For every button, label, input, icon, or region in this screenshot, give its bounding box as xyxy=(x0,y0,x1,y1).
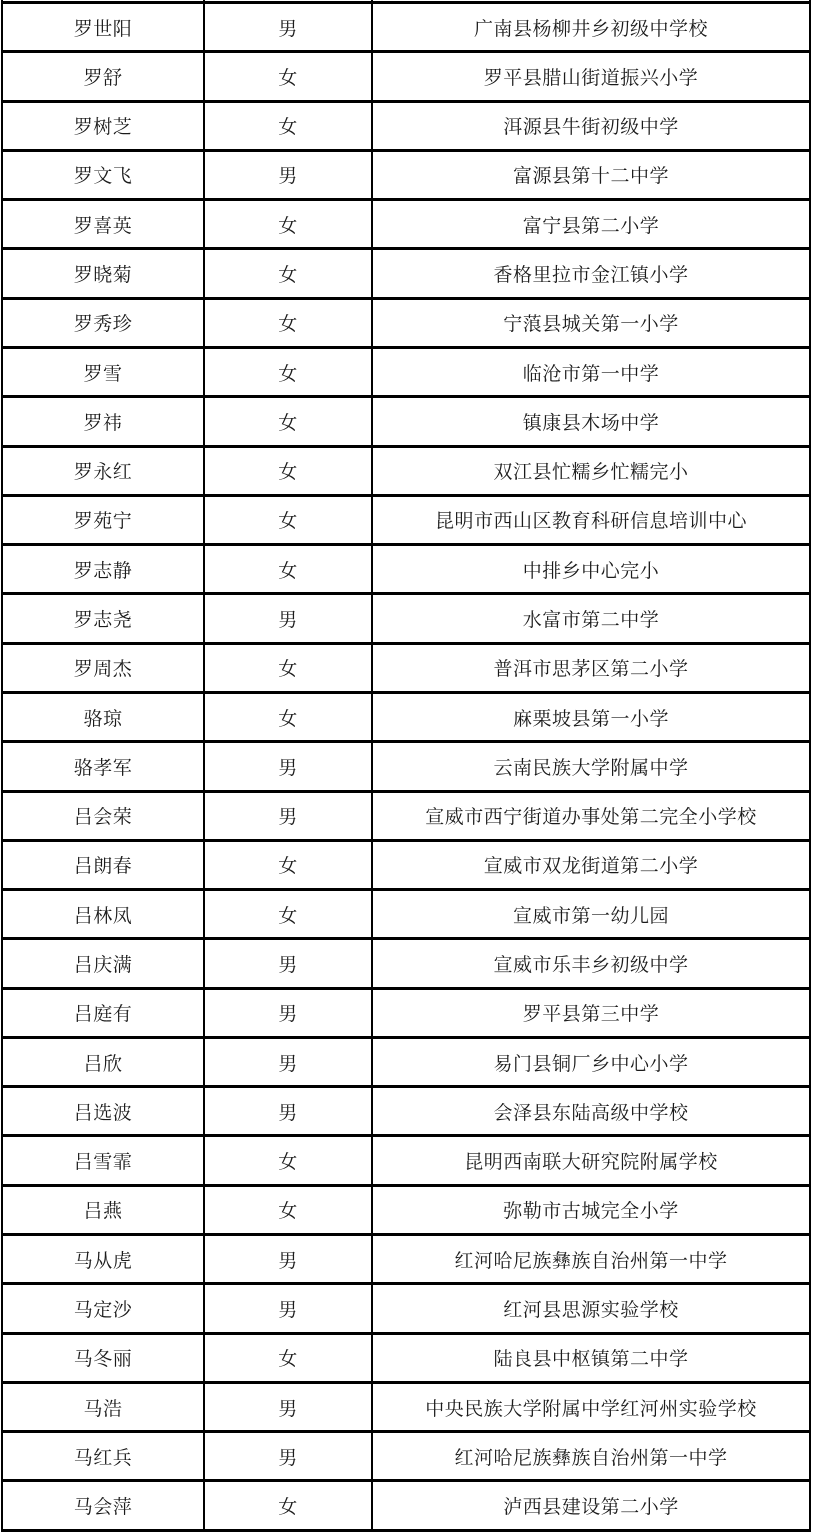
name-cell: 吕庆满 xyxy=(2,939,204,988)
gender-cell: 男 xyxy=(204,150,372,199)
table-row xyxy=(2,1037,810,1086)
table-row xyxy=(2,3,810,52)
gender-cell: 女 xyxy=(204,1185,372,1234)
table-row xyxy=(2,298,810,347)
school-cell: 红河哈尼族彝族自治州第一中学 xyxy=(372,1235,810,1284)
school-cell: 洱源县牛街初级中学 xyxy=(372,101,810,150)
table-row xyxy=(2,1432,810,1481)
name-cell: 吕朗春 xyxy=(2,840,204,889)
table-row xyxy=(2,52,810,101)
table-row xyxy=(2,742,810,791)
table-row xyxy=(2,200,810,249)
school-cell: 麻栗坡县第一小学 xyxy=(372,692,810,741)
gender-cell: 男 xyxy=(204,939,372,988)
name-cell: 马定沙 xyxy=(2,1284,204,1333)
table-row xyxy=(2,446,810,495)
school-cell: 泸西县建设第二小学 xyxy=(372,1481,810,1531)
table-row xyxy=(2,791,810,840)
table-row xyxy=(2,692,810,741)
name-cell: 吕会荣 xyxy=(2,791,204,840)
gender-cell: 女 xyxy=(204,692,372,741)
gender-cell: 男 xyxy=(204,988,372,1037)
name-cell: 罗雪 xyxy=(2,347,204,396)
gender-cell: 男 xyxy=(204,1235,372,1284)
gender-cell: 女 xyxy=(204,446,372,495)
name-cell: 吕选波 xyxy=(2,1087,204,1136)
name-cell: 罗祎 xyxy=(2,397,204,446)
school-cell: 宣威市乐丰乡初级中学 xyxy=(372,939,810,988)
table-row xyxy=(2,1284,810,1333)
school-cell: 普洱市思茅区第二小学 xyxy=(372,643,810,692)
school-cell: 宣威市第一幼儿园 xyxy=(372,890,810,939)
school-cell: 会泽县东陆高级中学校 xyxy=(372,1087,810,1136)
table-row xyxy=(2,1185,810,1234)
gender-cell: 男 xyxy=(204,1382,372,1431)
school-cell: 中央民族大学附属中学红河州实验学校 xyxy=(372,1382,810,1431)
table-row xyxy=(2,545,810,594)
table-row xyxy=(2,1087,810,1136)
gender-cell: 女 xyxy=(204,545,372,594)
name-cell: 罗晓菊 xyxy=(2,249,204,298)
table-row xyxy=(2,643,810,692)
gender-cell: 女 xyxy=(204,298,372,347)
gender-cell: 女 xyxy=(204,1481,372,1531)
school-cell: 双江县忙糯乡忙糯完小 xyxy=(372,446,810,495)
school-cell: 罗平县第三中学 xyxy=(372,988,810,1037)
gender-cell: 男 xyxy=(204,791,372,840)
name-cell: 马冬丽 xyxy=(2,1333,204,1382)
name-cell: 罗喜英 xyxy=(2,200,204,249)
table-row xyxy=(2,1235,810,1284)
school-cell: 中排乡中心完小 xyxy=(372,545,810,594)
school-cell: 宣威市西宁街道办事处第二完全小学校 xyxy=(372,791,810,840)
name-cell: 马浩 xyxy=(2,1382,204,1431)
name-cell: 吕林凤 xyxy=(2,890,204,939)
name-cell: 罗树芝 xyxy=(2,101,204,150)
name-cell: 罗苑宁 xyxy=(2,495,204,544)
name-cell: 罗永红 xyxy=(2,446,204,495)
school-cell: 红河县思源实验学校 xyxy=(372,1284,810,1333)
name-cell: 罗世阳 xyxy=(2,3,204,52)
name-cell: 马从虎 xyxy=(2,1235,204,1284)
school-cell: 镇康县木场中学 xyxy=(372,397,810,446)
gender-cell: 男 xyxy=(204,594,372,643)
school-cell: 富源县第十二中学 xyxy=(372,150,810,199)
school-cell: 红河哈尼族彝族自治州第一中学 xyxy=(372,1432,810,1481)
name-cell: 罗志静 xyxy=(2,545,204,594)
school-cell: 水富市第二中学 xyxy=(372,594,810,643)
name-cell: 罗舒 xyxy=(2,52,204,101)
table-row xyxy=(2,1136,810,1185)
table-row xyxy=(2,101,810,150)
gender-cell: 女 xyxy=(204,1333,372,1382)
table-row xyxy=(2,397,810,446)
table-row xyxy=(2,1481,810,1531)
roster-table xyxy=(1,0,811,1532)
name-cell: 马会萍 xyxy=(2,1481,204,1531)
name-cell: 罗周杰 xyxy=(2,643,204,692)
school-cell: 宁蒗县城关第一小学 xyxy=(372,298,810,347)
gender-cell: 女 xyxy=(204,495,372,544)
name-cell: 罗文飞 xyxy=(2,150,204,199)
school-cell: 富宁县第二小学 xyxy=(372,200,810,249)
school-cell: 临沧市第一中学 xyxy=(372,347,810,396)
gender-cell: 女 xyxy=(204,890,372,939)
school-cell: 昆明市西山区教育科研信息培训中心 xyxy=(372,495,810,544)
gender-cell: 女 xyxy=(204,200,372,249)
gender-cell: 男 xyxy=(204,1284,372,1333)
name-cell: 吕欣 xyxy=(2,1037,204,1086)
table-row xyxy=(2,890,810,939)
gender-cell: 男 xyxy=(204,1087,372,1136)
table-row xyxy=(2,594,810,643)
gender-cell: 男 xyxy=(204,742,372,791)
school-cell: 宣威市双龙街道第二小学 xyxy=(372,840,810,889)
school-cell: 云南民族大学附属中学 xyxy=(372,742,810,791)
table-row xyxy=(2,840,810,889)
gender-cell: 女 xyxy=(204,347,372,396)
gender-cell: 女 xyxy=(204,101,372,150)
school-cell: 香格里拉市金江镇小学 xyxy=(372,249,810,298)
gender-cell: 女 xyxy=(204,643,372,692)
name-cell: 骆琼 xyxy=(2,692,204,741)
table-row xyxy=(2,249,810,298)
table-row xyxy=(2,1333,810,1382)
name-cell: 吕雪霏 xyxy=(2,1136,204,1185)
school-cell: 陆良县中枢镇第二中学 xyxy=(372,1333,810,1382)
gender-cell: 女 xyxy=(204,1136,372,1185)
gender-cell: 女 xyxy=(204,52,372,101)
table-row xyxy=(2,939,810,988)
gender-cell: 男 xyxy=(204,3,372,52)
gender-cell: 女 xyxy=(204,397,372,446)
table-row xyxy=(2,1382,810,1431)
name-cell: 吕燕 xyxy=(2,1185,204,1234)
name-cell: 马红兵 xyxy=(2,1432,204,1481)
school-cell: 罗平县腊山街道振兴小学 xyxy=(372,52,810,101)
table-row xyxy=(2,347,810,396)
school-cell: 易门县铜厂乡中心小学 xyxy=(372,1037,810,1086)
gender-cell: 男 xyxy=(204,1432,372,1481)
name-cell: 吕庭有 xyxy=(2,988,204,1037)
name-cell: 罗秀珍 xyxy=(2,298,204,347)
gender-cell: 女 xyxy=(204,840,372,889)
table-row xyxy=(2,988,810,1037)
school-cell: 昆明西南联大研究院附属学校 xyxy=(372,1136,810,1185)
gender-cell: 男 xyxy=(204,1037,372,1086)
table-row xyxy=(2,150,810,199)
gender-cell: 女 xyxy=(204,249,372,298)
name-cell: 罗志尧 xyxy=(2,594,204,643)
name-cell: 骆孝军 xyxy=(2,742,204,791)
school-cell: 弥勒市古城完全小学 xyxy=(372,1185,810,1234)
table-row xyxy=(2,495,810,544)
school-cell: 广南县杨柳井乡初级中学校 xyxy=(372,3,810,52)
